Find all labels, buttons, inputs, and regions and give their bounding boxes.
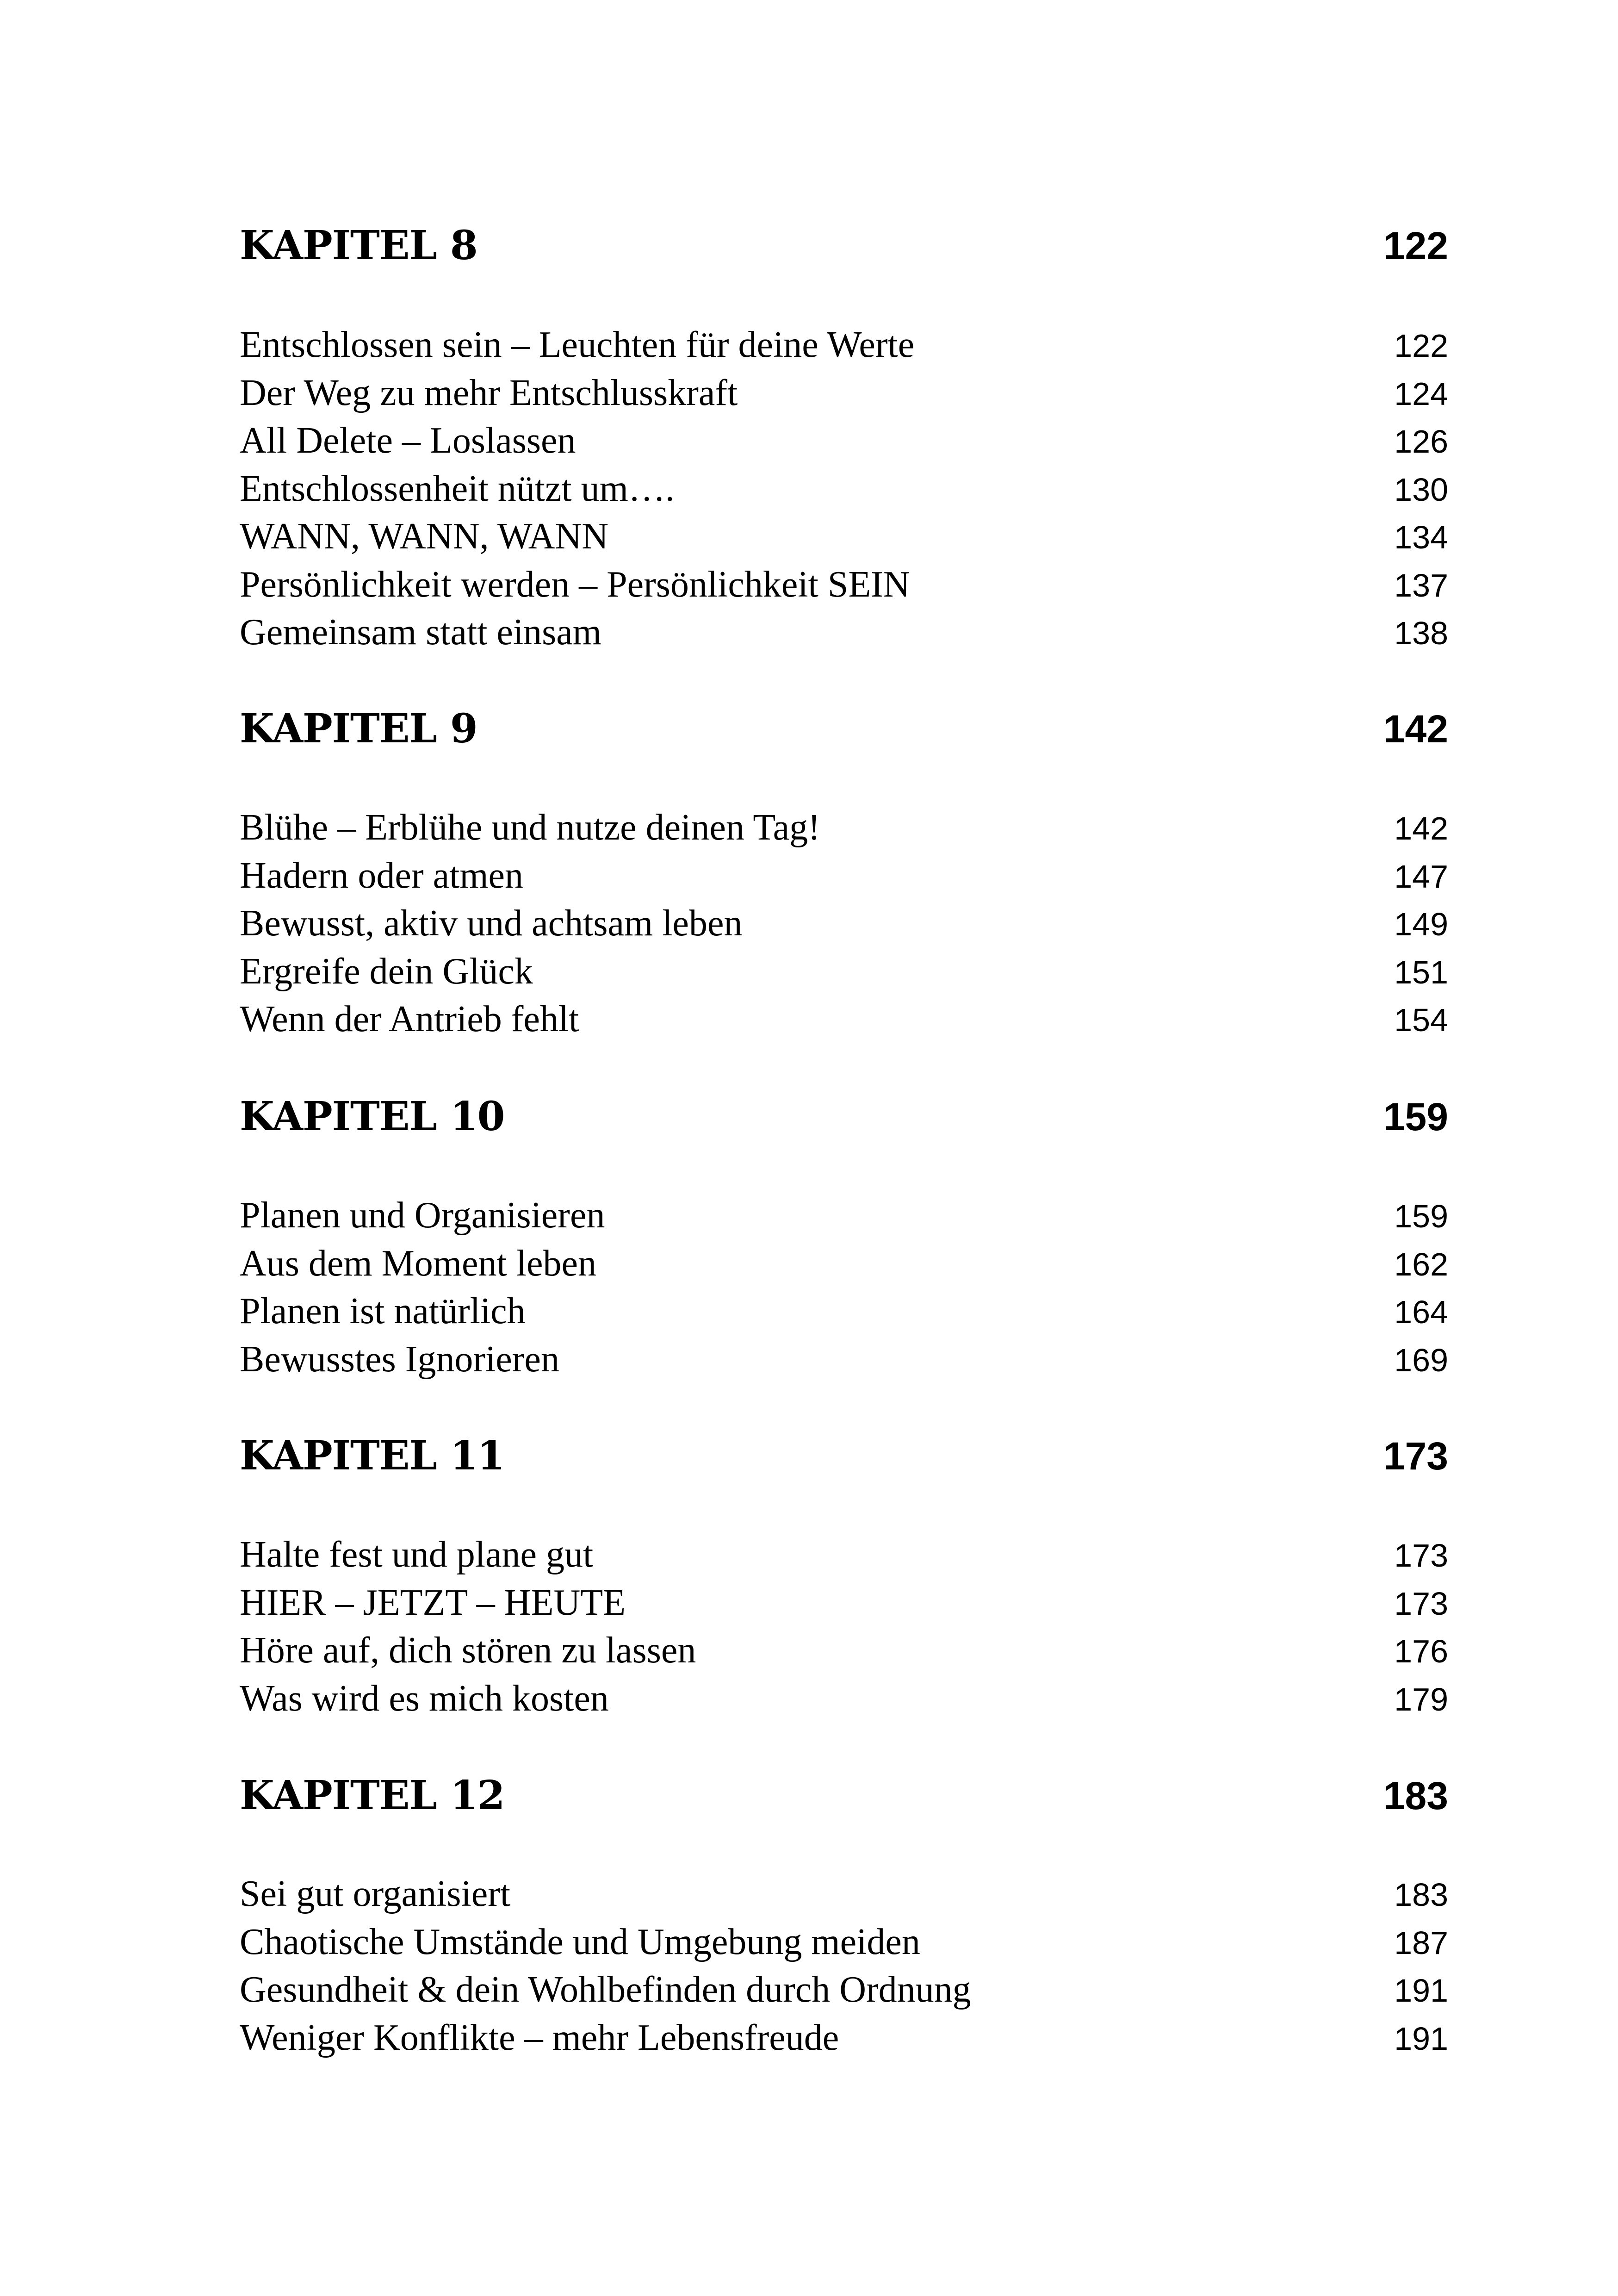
chapter-heading — [240, 1094, 1448, 1139]
toc-entry — [240, 1627, 1448, 1675]
entry-title: Entschlossen sein – Leuchten für deine Werte — [240, 324, 915, 365]
entry-title: All Delete – Loslassen — [240, 420, 576, 461]
entry-page-number: 137 — [1394, 567, 1448, 604]
entry-page-number: 124 — [1394, 375, 1448, 412]
chapter-title: KAPITEL 9 — [240, 705, 477, 752]
toc-entry — [240, 1240, 1448, 1288]
entry-title: Hadern oder atmen — [240, 855, 524, 896]
toc-entry — [240, 561, 1448, 609]
entry-page-number: 122 — [1394, 328, 1448, 364]
toc-entry — [240, 417, 1448, 465]
entry-page-number: 151 — [1394, 954, 1448, 990]
toc-entry — [240, 1966, 1448, 2014]
toc-entry — [240, 1870, 1448, 1918]
chapter-heading — [240, 1433, 1448, 1479]
entry-page-number: 179 — [1394, 1681, 1448, 1717]
entry-page-number: 187 — [1394, 1924, 1448, 1961]
chapter-title: KAPITEL 12 — [240, 1772, 505, 1819]
chapter-9-entries — [240, 804, 1448, 1044]
toc-entry — [240, 996, 1448, 1044]
entry-page-number: 176 — [1394, 1633, 1448, 1669]
toc-entry — [240, 1288, 1448, 1336]
toc-entry — [240, 1918, 1448, 1966]
chapter-page-number: 183 — [1383, 1774, 1448, 1817]
entry-title: HIER – JETZT – HEUTE — [240, 1582, 626, 1623]
toc-entry — [240, 2014, 1448, 2062]
entry-page-number: 147 — [1394, 858, 1448, 895]
chapter-10-entries — [240, 1192, 1448, 1383]
chapter-page-number: 142 — [1383, 707, 1448, 751]
toc-entry — [240, 1579, 1448, 1627]
toc-entry — [240, 1531, 1448, 1579]
chapter-8 — [240, 223, 1448, 268]
entry-title: Halte fest und plane gut — [240, 1534, 594, 1575]
chapter-title: KAPITEL 11 — [240, 1432, 505, 1479]
chapter-page-number: 159 — [1383, 1095, 1448, 1139]
entry-title: Sei gut organisiert — [240, 1873, 511, 1914]
entry-page-number: 138 — [1394, 615, 1448, 651]
toc-entry — [240, 804, 1448, 852]
toc-entry — [240, 465, 1448, 513]
toc-entry — [240, 1675, 1448, 1723]
toc-entry — [240, 948, 1448, 996]
chapter-heading — [240, 1773, 1448, 1818]
entry-page-number: 173 — [1394, 1537, 1448, 1574]
chapter-12 — [240, 1773, 1448, 1818]
entry-title: Persönlichkeit werden – Persönlichkeit SEIN — [240, 564, 910, 605]
entry-title: Bewusstes Ignorieren — [240, 1338, 559, 1380]
entry-title: Wenn der Antrieb fehlt — [240, 999, 579, 1039]
entry-page-number: 126 — [1394, 423, 1448, 460]
toc-entry — [240, 369, 1448, 417]
entry-page-number: 154 — [1394, 1002, 1448, 1038]
chapter-10 — [240, 1094, 1448, 1139]
toc-entry — [240, 609, 1448, 657]
entry-title: Entschlossenheit nützt um…. — [240, 468, 675, 509]
entry-title: Gemeinsam statt einsam — [240, 612, 602, 653]
entry-page-number: 164 — [1394, 1294, 1448, 1330]
entry-title: Planen ist natürlich — [240, 1291, 526, 1332]
entry-page-number: 183 — [1394, 1877, 1448, 1913]
entry-page-number: 149 — [1394, 906, 1448, 942]
toc-entry — [240, 1192, 1448, 1240]
entry-page-number: 173 — [1394, 1585, 1448, 1622]
entry-title: Chaotische Umstände und Umgebung meiden — [240, 1921, 920, 1962]
chapter-9 — [240, 706, 1448, 752]
chapter-page-number: 122 — [1383, 224, 1448, 268]
toc-entry — [240, 513, 1448, 561]
toc-entry — [240, 1336, 1448, 1384]
entry-title: Weniger Konflikte – mehr Lebensfreude — [240, 2017, 839, 2058]
entry-page-number: 162 — [1394, 1246, 1448, 1282]
toc-entry — [240, 321, 1448, 369]
chapter-page-number: 173 — [1383, 1434, 1448, 1478]
entry-title: Höre auf, dich stören zu lassen — [240, 1630, 696, 1671]
entry-title: Gesundheit & dein Wohlbefinden durch Ordnung — [240, 1969, 971, 2010]
chapter-title: KAPITEL 8 — [240, 222, 477, 269]
chapter-title: KAPITEL 10 — [240, 1093, 505, 1140]
entry-page-number: 191 — [1394, 1972, 1448, 2009]
entry-page-number: 142 — [1394, 810, 1448, 846]
chapter-8-entries — [240, 321, 1448, 657]
entry-title: Bewusst, aktiv und achtsam leben — [240, 903, 743, 944]
entry-page-number: 130 — [1394, 471, 1448, 508]
chapter-11-entries — [240, 1531, 1448, 1723]
chapter-heading — [240, 706, 1448, 752]
chapter-12-entries — [240, 1870, 1448, 2062]
toc-entry — [240, 900, 1448, 948]
entry-title: Aus dem Moment leben — [240, 1243, 596, 1284]
chapter-heading — [240, 223, 1448, 268]
entry-title: WANN, WANN, WANN — [240, 516, 608, 557]
entry-title: Der Weg zu mehr Entschlusskraft — [240, 372, 738, 413]
entry-title: Blühe – Erblühe und nutze deinen Tag! — [240, 807, 820, 848]
entry-page-number: 191 — [1394, 2020, 1448, 2057]
toc-entry — [240, 852, 1448, 900]
entry-title: Planen und Organisieren — [240, 1195, 605, 1236]
entry-page-number: 159 — [1394, 1198, 1448, 1234]
chapter-11 — [240, 1433, 1448, 1479]
entry-page-number: 169 — [1394, 1342, 1448, 1378]
entry-title: Ergreife dein Glück — [240, 951, 533, 992]
entry-page-number: 134 — [1394, 519, 1448, 555]
entry-title: Was wird es mich kosten — [240, 1678, 609, 1719]
